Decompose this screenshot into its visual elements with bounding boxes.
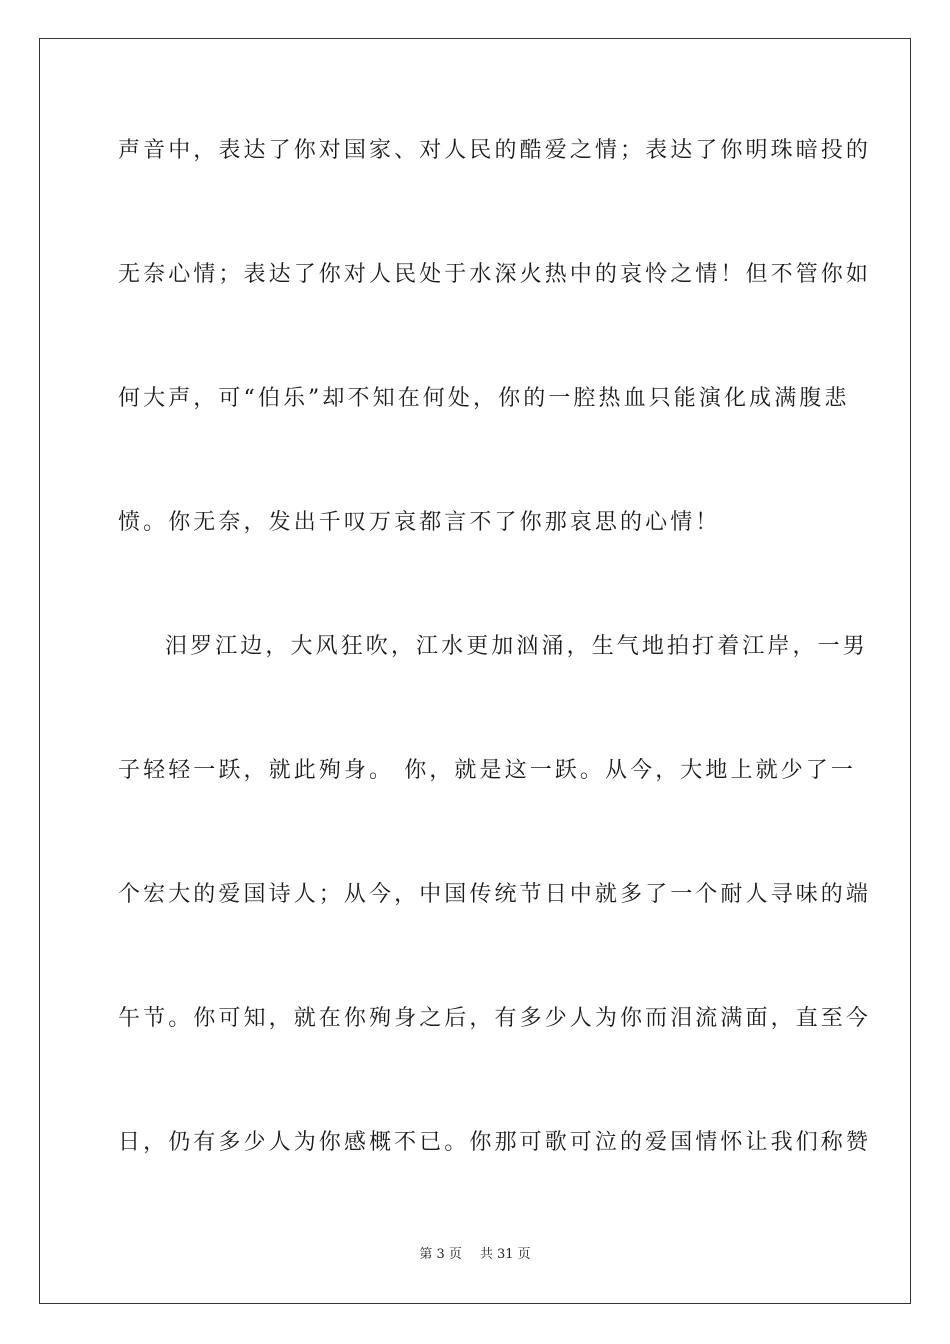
paragraph-line-1: 声音中，表达了你对国家、对人民的酷爱之情；表达了你明珠暗投的 — [118, 138, 872, 163]
paragraph-line-2: 无奈心情；表达了你对人民处于水深火热中的哀怜之情！但不管你如 — [118, 262, 872, 287]
paragraph-line-4: 愤。你无奈，发出千叹万哀都言不了你那哀思的心情！ — [118, 510, 721, 535]
paragraph-line-7: 个宏大的爱国诗人；从今，中国传统节日中就多了一个耐人寻味的端 — [118, 882, 872, 907]
page-footer — [0, 1246, 950, 1264]
paragraph-line-5: 汨罗江边，大风狂吹，江水更加汹涌，生气地拍打着江岸，一男 — [165, 634, 868, 659]
paragraph-line-6: 子轻轻一跃，就此殉身。 你，就是这一跃。从今，大地上就少了一 — [118, 758, 856, 783]
paragraph-line-3: 何大声，可“伯乐”却不知在何处，你的一腔热血只能演化成满腹悲 — [118, 386, 850, 411]
paragraph-line-9: 日，仍有多少人为你感概不已。你那可歌可泣的爱国情怀让我们称赞 — [118, 1130, 872, 1155]
total-pages: 共 31 页 — [479, 1247, 531, 1262]
page-number: 第 3 页 — [419, 1247, 462, 1262]
paragraph-line-8: 午节。你可知，就在你殉身之后，有多少人为你而泪流满面，直至今 — [118, 1006, 872, 1031]
page-border — [39, 38, 911, 1304]
